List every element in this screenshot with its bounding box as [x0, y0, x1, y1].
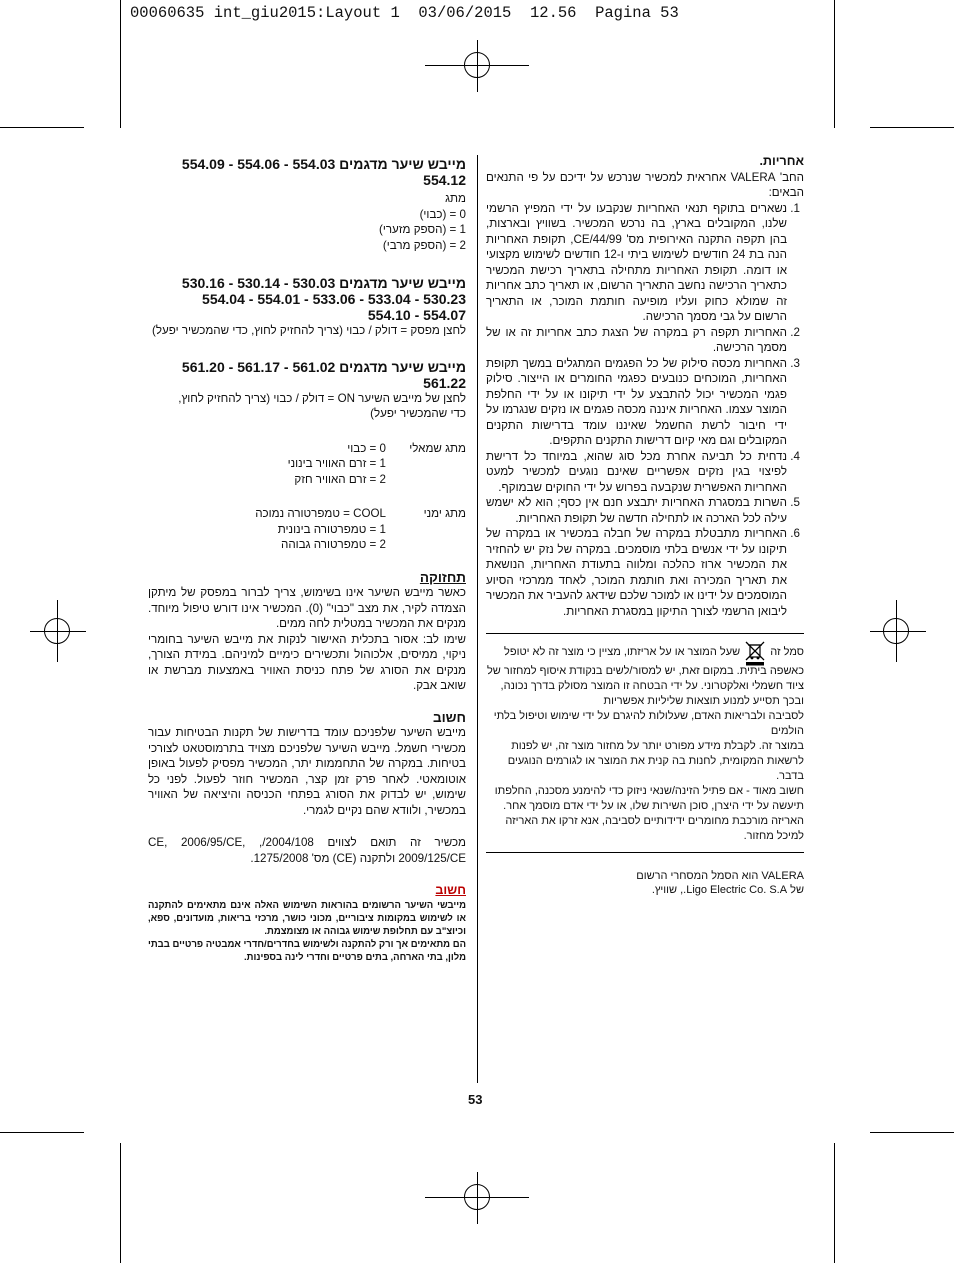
warranty-term: 1. נשארים בתוקף תנאי האחריות שנקבעו על ידי המפיץ הרשמי שלנו, המקובלים בארץ, בה נרכש המכשיר. בשוויץ ובארצות, בהן תקפה התקנה האירופית מס' 44/99/CE, תקופת האחריות הנה בת 24 חודשים לשימוש ביתי ו-12 חודשים לשימוש מקצועי או דומה. תקופת האחריות מתחילה בתאריך רכישת המכשיר כתאריך הרכישה נחשב התאריך הרשום, או תאריך כתב אחריות זה שמולא כחוק ועליו מופיעה חותמת המוכר, או התאריך הרשום על גבי מסמך הרכישה.	[486, 201, 787, 325]
crossed-out-bin-icon	[743, 640, 767, 664]
trademark-line: של Ligo Electric Co. S.A., שוויץ.	[651, 884, 804, 896]
weee-text: במוצר זה. לקבלת מידע מפורט יותר על מחזור מוצר זה, יש לפנות לרשאות המקומית, לחנות בה קנית את המוצר או לגורמים הנוגעים בדבר.	[507, 740, 804, 782]
trademark-line: VALERA הוא הסמל המסחרי הרשום	[636, 870, 804, 882]
model-heading-2: מייבש שיער מדגמים 530.03 - 530.14 - 530.16	[181, 275, 466, 291]
ce-compliance-paragraph: מכשיר זה תואם לצווים 2004/108/, CE, 2006/95/CE, 2009/125/CE ולתקנה (CE) מס' 1275/2008.	[148, 836, 466, 865]
column-divider	[477, 155, 478, 1083]
registration-mark-circle	[464, 52, 490, 78]
switch-setting: 0 = (כבוי)	[419, 207, 466, 221]
crop-mark	[870, 1132, 954, 1133]
crop-mark	[834, 1143, 835, 1263]
warranty-terms-list	[486, 201, 804, 620]
crop-mark	[0, 127, 84, 128]
right-switch-label: מתג ימני	[423, 507, 466, 520]
model-heading-1: מייבש שיער מדגמים 554.03 - 554.06 - 554.09	[181, 156, 466, 172]
model-heading-3: מייבש שיער מדגמים 561.02 - 561.17 - 561.20	[181, 358, 466, 375]
power-cord-warning: חשוב מאוד - אם פתיל הזינה/שנאי ניזוק כדי להימנע מסכנה, החלפתו תיעשה על ידי היצרן, סוכן השירות שלו, או על ידי אדם מוסמך אחר.	[494, 785, 804, 812]
print-slug-header: 00060635 int_giu2015:Layout 1 03/06/2015 12.56 Pagina 53	[130, 4, 679, 22]
section-rule	[486, 633, 804, 634]
switch-setting: COOL = טמפרטורה נמוכה	[255, 507, 386, 520]
switch-description: לחצן של מייבש השיער ON = דולק / כבוי (צריך להחזיק לחוץ, כדי שהמכשיר יפעל)	[178, 391, 466, 420]
warranty-term: 4. נדחית כל תביעה אחרת מכל סוג שהוא, במיוחד כל דרישת לפיצוי בגין נזקים אפשריים שאינם נוגעים למכשיר למעט האחריות האפשרית שנקבעה בפרוש על ידי החוקים שבמוקף.	[486, 449, 787, 496]
warranty-intro: החב' VALERA אחראית למכשיר שנרכש על ידיכם על פי התנאים הבאים:	[486, 170, 804, 199]
right-switch-block	[148, 506, 466, 553]
switch-label: מתג	[445, 192, 466, 205]
switch-setting: 1 = זרם האוויר בינוני	[287, 457, 386, 470]
warranty-term: 5. השרות במסגרת האחריות יתבצע חנם אין כסף; הוא לא ישמש עילה לכל הארכה או לתחילה חדשה של תקופת האחריות.	[486, 495, 787, 526]
registration-mark-circle	[464, 1184, 490, 1210]
weee-text: סמל זה	[770, 645, 804, 658]
crop-mark	[0, 1132, 84, 1133]
switch-setting: 0 = כבוי	[347, 441, 386, 455]
packaging-note: האריזה מורכבת מחומרים ידידותיים לסביבה, אנא זרקו את האריזה למיכל מחזור.	[505, 815, 804, 842]
weee-block	[486, 640, 804, 844]
registration-mark-circle	[44, 618, 70, 644]
crop-mark	[834, 0, 835, 128]
warning-paragraph: מייבשי השיער הרשומים בהוראות השימוש האלה אינם מתאימים להתקנה או לשימוש במקומות ציבוריים, מכוני כושר, מרכזי בריאות, מועדונים, ספא, וכיוצ"ב עם תחלופת שימוש גבוהה או מצומצמת.	[148, 899, 466, 937]
switch-setting: 2 = (הספק מרבי)	[382, 238, 466, 252]
trademark-block	[486, 869, 804, 897]
switch-setting: 1 = טמפרטורה בינונית	[277, 522, 386, 536]
left-switch-label: מתג שמאלי	[409, 441, 466, 455]
weee-text: שעל המוצר או על אריזתו, מציין כי מוצר זה לא יטופל כאשפה ביתית. במקום זאת, יש למסור/לשים בנקודת איסוף למחזור של ציוד חשמלי ואלקטרוני. על ידי הבטחה זו המוצר מסולק בדרך נכונה, ובכך תסייע למנוע תוצאות שליליות אפשריות	[486, 645, 804, 707]
maintenance-paragraph: שימו לב: אסור בתכלית האישור לנקות את מייבש השיער בחומרי ניקוי, ממיסים, אלכוהול ותכשירים כימיים למיניהם. במידת הצורך, מנקים את הסורג של פתח כניסת האוויר באמצעות מברשת או שואב אבק.	[148, 632, 466, 692]
right-column	[486, 154, 804, 897]
crop-mark	[120, 0, 121, 128]
warning-paragraph: הם מתאימים אך ורק להתקנה ולשימוש בחדרים/חדרי אמבטיה פרטיים בבתי מלון, בתי הארחה, בתים פרטיים וחדרי לינה בספינות.	[148, 938, 466, 963]
warranty-term: 3. האחריות מכסה סילוק של כל הפגמים המתגלים במשך תקופת האחריות, המוכחים כנובעים כפגמי החומרים או הייצור. סילוק פגמי המכשיר יכול להתבצע על ידי תיקונו או על ידי החלפת המוצר עצמו. האחריות איננה מכסה פגמים או נזקים שנגרמו על ידי חיבור לרשת החשמל שאיננו עומד בדרישות התקנים המקובלים וגם מאי קיום דרישות התקנים התקפים.	[486, 356, 787, 449]
important-heading: חשוב	[432, 709, 466, 725]
maintenance-heading: תחזוקה	[419, 569, 466, 585]
switch-description: לחצן מפסק = דולק / כבוי (צריך להחזיק לחוץ, כדי שהמכשיר יפעל)	[152, 324, 466, 337]
model-heading-1-cont: 554.12	[423, 172, 466, 188]
switch-setting: 2 = טמפרטורה גבוהה	[280, 538, 386, 551]
important-paragraph: מייבש השיער שלפניכם עומד בדרישות של תקנות הבטיחות עבור מכשירי חשמל. מייבש השיער שלפניכם מצויד בתרמוסטאט לצורכי בטיחות. במקרה של התחממות יתר, המכשיר מפסיק לפעול באופן אוטומאטי. לאחר פרק זמן קצר, המכשיר חוזר לפעול. לפני כל שימוש, יש לבדוק את הסורג בפתחי הכניסה והיציאה של האוויר במכשיר, ולוודא שהם נקיים לגמרי.	[148, 726, 466, 817]
weee-text: לסביבה ולבריאות האדם, שעלולות להיגרם על ידי שימוש וטיפול בלתי הולמים	[493, 710, 804, 737]
switch-setting: 1 = (הספק מזערי)	[378, 223, 466, 236]
left-switch-block	[148, 441, 466, 488]
warning-heading: חשוב	[435, 883, 466, 897]
warranty-term: 2. האחריות תקפה רק במקרה של הצגת כתב אחריות זה או של מסמך הרכישה.	[486, 325, 787, 356]
maintenance-paragraph: כאשר מייבש השיער אינו בשימוש, צריך לברור במפסק של מיתקן הצמדה לקיר, את מצב "כבוי" (0). המכשיר אינו דורש טיפול מיוחד. מנקים את המכשיר במטלית לחה ממים.	[148, 586, 466, 630]
crop-mark	[120, 1143, 121, 1263]
left-column	[148, 156, 466, 964]
crop-mark	[870, 127, 954, 128]
model-heading-2-cont: 530.23 - 533.04 - 533.06 - 554.01 - 554.04	[202, 291, 466, 307]
switch-setting: 2 = זרם האוויר חזק	[294, 472, 386, 486]
registration-mark-circle	[883, 618, 909, 644]
model-heading-3-cont: 561.22	[423, 374, 466, 391]
warranty-heading: אחריות.	[759, 154, 804, 168]
page-number: 53	[468, 1092, 483, 1107]
section-rule	[486, 852, 804, 853]
warranty-term: 6. האחריות מתבטלת במקרה של חבלה במכשיר או במקרה של תיקונו על ידי אנשים בלתי מוסמכים. במקרה של נזק יש להחזיר את המכשיר ארוז כהלכה ומלווה בתעודת האחריות, הנושאת את תאריך המכירה ואת חותמת המוכר, לאחד ממרכזי הסיוע המוסמכים על ידינו או למוכר שלכם שידאג להעביר את המכשיר ליבואן הרשמי לצורך התיקון במסגרת האחריות.	[486, 526, 787, 619]
model-heading-2-cont: 554.07 - 554.10	[367, 307, 466, 323]
